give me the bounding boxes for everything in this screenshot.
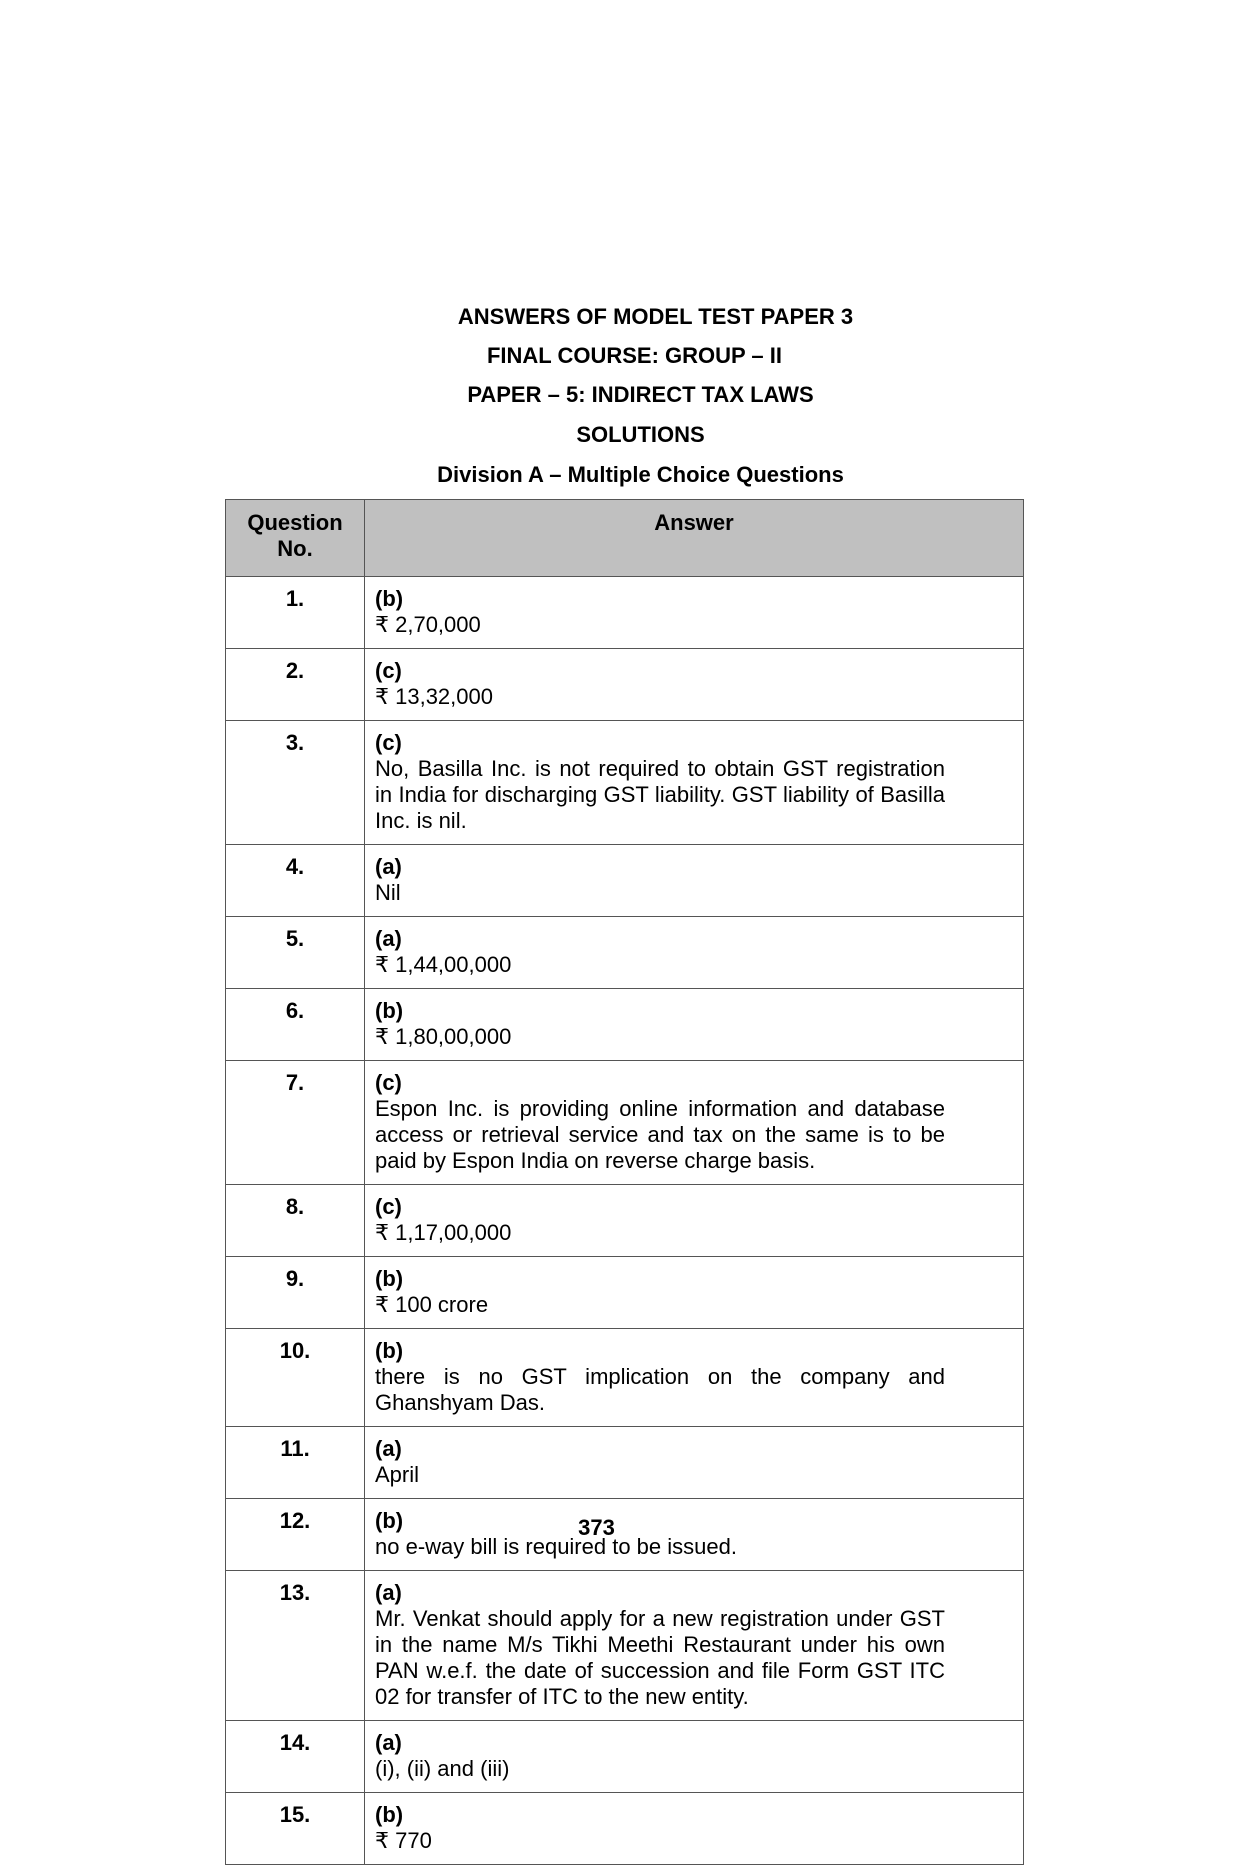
table-row bbox=[226, 721, 1024, 845]
answer-cell bbox=[365, 721, 1024, 845]
table-row bbox=[226, 577, 1024, 649]
table-header-row bbox=[226, 500, 1024, 577]
answer-cell bbox=[365, 649, 1024, 721]
answer-cell bbox=[365, 845, 1024, 917]
answer-rows bbox=[226, 577, 1024, 1865]
answer-cell bbox=[365, 1257, 1024, 1329]
answer-text: April bbox=[375, 1462, 420, 1487]
question-no-header: Question No. bbox=[226, 500, 365, 577]
answer-option: (a) bbox=[375, 1580, 402, 1605]
answer-cell bbox=[365, 1061, 1024, 1185]
question-number: 13. bbox=[226, 1571, 365, 1721]
answer-option: (c) bbox=[375, 730, 402, 755]
answers-table bbox=[225, 499, 1024, 1865]
question-number: 8. bbox=[226, 1185, 365, 1257]
question-number: 12. bbox=[226, 1499, 365, 1571]
answer-option: (b) bbox=[375, 1802, 404, 1827]
answer-option: (b) bbox=[375, 1338, 404, 1363]
question-number: 15. bbox=[226, 1793, 365, 1865]
answer-option: (a) bbox=[375, 854, 402, 879]
answer-option: (a) bbox=[375, 926, 402, 951]
answer-text: no e-way bill is required to be issued. bbox=[375, 1534, 737, 1559]
table-row bbox=[226, 1257, 1024, 1329]
question-number: 10. bbox=[226, 1329, 365, 1427]
question-number: 5. bbox=[226, 917, 365, 989]
question-number: 1. bbox=[226, 577, 365, 649]
question-number: 9. bbox=[226, 1257, 365, 1329]
table-row bbox=[226, 1571, 1024, 1721]
answer-cell bbox=[365, 577, 1024, 649]
question-number: 6. bbox=[226, 989, 365, 1061]
answer-cell bbox=[365, 917, 1024, 989]
answer-option: (c) bbox=[375, 658, 402, 683]
answer-text: ₹ 1,44,00,000 bbox=[375, 952, 512, 977]
answer-option: (b) bbox=[375, 586, 404, 611]
answer-cell bbox=[365, 989, 1024, 1061]
answer-text: Espon Inc. is providing online information and database access or retrieval service and tax on the same is to be paid by Espon India on reverse charge basis. bbox=[375, 1096, 945, 1173]
table-row bbox=[226, 1329, 1024, 1427]
answer-text: (i), (ii) and (iii) bbox=[375, 1756, 510, 1781]
answer-text: ₹ 100 crore bbox=[375, 1292, 489, 1317]
answer-text: there is no GST implication on the company and Ghanshyam Das. bbox=[375, 1364, 945, 1415]
answer-option: (b) bbox=[375, 998, 404, 1023]
answer-option: (c) bbox=[375, 1070, 402, 1095]
solutions-heading: SOLUTIONS bbox=[576, 422, 705, 447]
answer-text: ₹ 2,70,000 bbox=[375, 612, 481, 637]
table-row bbox=[226, 845, 1024, 917]
answer-option: (c) bbox=[375, 1194, 402, 1219]
table-row bbox=[226, 1185, 1024, 1257]
answer-cell bbox=[365, 1571, 1024, 1721]
answer-option: (b) bbox=[375, 1266, 404, 1291]
paper-heading: PAPER – 5: INDIRECT TAX LAWS bbox=[467, 382, 814, 407]
answer-cell bbox=[365, 1793, 1024, 1865]
answer-text: Nil bbox=[375, 880, 401, 905]
course-heading: FINAL COURSE: GROUP – II bbox=[486, 343, 782, 368]
question-number: 7. bbox=[226, 1061, 365, 1185]
answer-option: (a) bbox=[375, 1730, 402, 1755]
answer-text: Mr. Venkat should apply for a new registration under GST in the name M/s Tikhi Meethi Restaurant under his own PAN w.e.f. the date of succession and file Form GST ITC 02 for transfer of ITC to the new entity. bbox=[375, 1606, 945, 1709]
answer-header: Answer bbox=[365, 500, 1024, 577]
question-number: 2. bbox=[226, 649, 365, 721]
question-number: 4. bbox=[226, 845, 365, 917]
question-number: 11. bbox=[226, 1427, 365, 1499]
question-number: 14. bbox=[226, 1721, 365, 1793]
document-title: ANSWERS OF MODEL TEST PAPER 3 bbox=[457, 304, 854, 329]
division-heading: Division A – Multiple Choice Questions bbox=[437, 462, 844, 487]
answer-option: (a) bbox=[375, 1436, 402, 1461]
question-number: 3. bbox=[226, 721, 365, 845]
table-row bbox=[226, 1061, 1024, 1185]
answer-text: No, Basilla Inc. is not required to obtain GST registration in India for discharging GST liability. GST liability of Basilla Inc. is nil. bbox=[375, 756, 945, 833]
table-row bbox=[226, 917, 1024, 989]
answer-cell bbox=[365, 1185, 1024, 1257]
answer-text: ₹ 13,32,000 bbox=[375, 684, 493, 709]
answer-text: ₹ 770 bbox=[375, 1828, 432, 1853]
answer-cell bbox=[365, 1329, 1024, 1427]
page-number: 373 bbox=[578, 1515, 615, 1540]
answer-cell bbox=[365, 1721, 1024, 1793]
answer-text: ₹ 1,17,00,000 bbox=[375, 1220, 512, 1245]
answer-text: ₹ 1,80,00,000 bbox=[375, 1024, 512, 1049]
table-row bbox=[226, 989, 1024, 1061]
table-row bbox=[226, 1427, 1024, 1499]
answer-option: (b) bbox=[375, 1508, 404, 1533]
table-row bbox=[226, 1721, 1024, 1793]
table-row bbox=[226, 649, 1024, 721]
table-row bbox=[226, 1793, 1024, 1865]
answer-cell bbox=[365, 1427, 1024, 1499]
